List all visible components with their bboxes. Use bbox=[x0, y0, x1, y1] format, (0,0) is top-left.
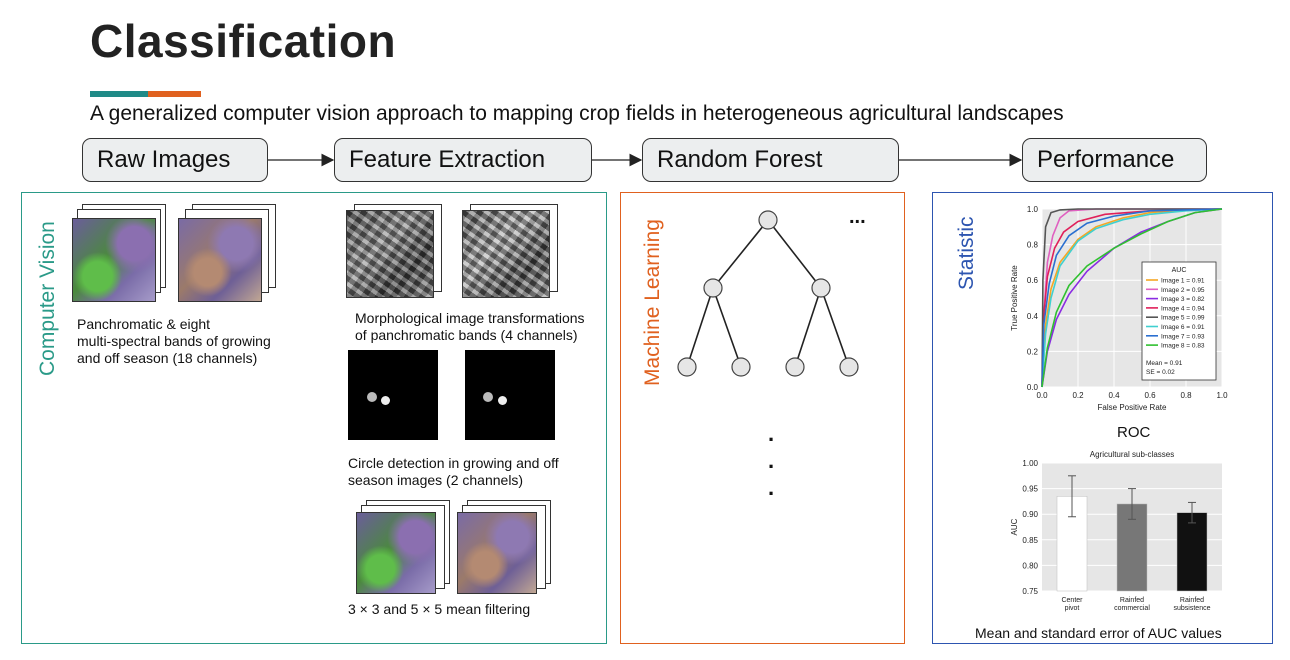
tree-node bbox=[759, 211, 777, 229]
bar-category-label: commercial bbox=[1114, 605, 1150, 612]
roc-annotation: SE = 0.02 bbox=[1146, 369, 1175, 376]
tree-edge bbox=[687, 288, 713, 367]
bar-category-label: subsistence bbox=[1173, 605, 1211, 612]
tree-node bbox=[678, 358, 696, 376]
circle-detection-growing bbox=[348, 350, 438, 440]
pipeline-arrows bbox=[0, 0, 1290, 200]
filter-caption: 3 × 3 and 5 × 5 mean filtering bbox=[348, 601, 531, 617]
satellite-image-off bbox=[178, 218, 262, 302]
bar-ylabel: AUC bbox=[1010, 518, 1019, 536]
statistic-label: Statistic bbox=[955, 216, 978, 290]
bar-category-label: Rainfed bbox=[1119, 597, 1145, 604]
roc-xtick: 0.6 bbox=[1144, 391, 1156, 400]
page-title: Classification bbox=[90, 15, 397, 67]
page-subtitle: A generalized computer vision approach to mapping crop fields in heterogeneous agricultural landscapes bbox=[90, 102, 1064, 125]
bar-category-label: Center bbox=[1061, 597, 1083, 604]
machine-learning-label: Machine Learning bbox=[641, 219, 664, 386]
bar-ytick: 0.75 bbox=[1022, 587, 1038, 596]
more-trees-ellipsis: ... bbox=[849, 206, 866, 228]
roc-legend-entry: Image 1 = 0.91 bbox=[1161, 277, 1205, 285]
roc-ytick: 1.0 bbox=[1026, 205, 1038, 214]
bar-category-label: Rainfed bbox=[1179, 597, 1205, 604]
stage-label: Performance bbox=[1037, 146, 1175, 173]
circle-caption: Circle detection in growing and off season images (2 channels) bbox=[348, 455, 559, 488]
random-forest-tree bbox=[620, 192, 905, 522]
tree-edge bbox=[768, 220, 821, 288]
bar-category-label: pivot bbox=[1064, 605, 1080, 612]
filter-image-growing bbox=[356, 512, 436, 594]
bar-ytick: 0.90 bbox=[1022, 510, 1038, 520]
auc-bar-chart bbox=[1005, 448, 1235, 618]
roc-ytick: 0.4 bbox=[1026, 311, 1038, 321]
bar-ytick: 1.00 bbox=[1022, 459, 1038, 468]
roc-legend-title: AUC bbox=[1171, 267, 1187, 274]
bar-chart-title: Agricultural sub-classes bbox=[1089, 450, 1175, 459]
roc-legend-entry: Image 8 = 0.83 bbox=[1161, 342, 1205, 350]
bar bbox=[1177, 513, 1207, 591]
roc-ytick: 0.8 bbox=[1026, 240, 1038, 250]
raw-images-caption: Panchromatic & eight multi-spectral bands of growing and off season (18 channels) bbox=[77, 316, 271, 366]
roc-xtick: 1.0 bbox=[1216, 391, 1228, 400]
circle-detection-off bbox=[465, 350, 555, 440]
tree-node bbox=[812, 279, 830, 297]
roc-legend-entry: Image 5 = 0.99 bbox=[1161, 314, 1205, 322]
tree-edge bbox=[713, 220, 768, 288]
stage-label: Random Forest bbox=[657, 146, 823, 173]
roc-xtick: 0.4 bbox=[1108, 391, 1120, 400]
roc-xtick: 0.2 bbox=[1072, 391, 1084, 400]
stage-label: Raw Images bbox=[97, 146, 231, 173]
roc-xlabel: False Positive Rate bbox=[1097, 403, 1167, 412]
bar-ytick: 0.95 bbox=[1022, 484, 1038, 494]
roc-legend-entry: Image 7 = 0.93 bbox=[1161, 333, 1205, 341]
tree-node bbox=[732, 358, 750, 376]
roc-legend-entry: Image 2 = 0.95 bbox=[1161, 286, 1205, 294]
tree-node bbox=[840, 358, 858, 376]
tree-edge bbox=[821, 288, 849, 367]
bar-ytick: 0.85 bbox=[1022, 535, 1038, 545]
roc-ylabel: True Positive Rate bbox=[1010, 265, 1019, 331]
tree-edge bbox=[795, 288, 821, 367]
bar-chart-caption: Mean and standard error of AUC values bbox=[975, 625, 1222, 641]
roc-legend-entry: Image 3 = 0.82 bbox=[1161, 296, 1205, 304]
bar-ytick: 0.80 bbox=[1022, 561, 1038, 571]
tree-node bbox=[704, 279, 722, 297]
roc-ytick: 0.2 bbox=[1026, 347, 1038, 357]
morph-caption: Morphological image transformations of panchromatic bands (4 channels) bbox=[355, 310, 585, 343]
roc-caption: ROC bbox=[1117, 424, 1151, 441]
roc-chart bbox=[1005, 200, 1235, 420]
roc-ytick: 0.0 bbox=[1026, 383, 1038, 392]
roc-legend-entry: Image 4 = 0.94 bbox=[1161, 305, 1205, 313]
vertical-dots: . . . bbox=[768, 421, 775, 500]
filter-image-off bbox=[457, 512, 537, 594]
morph-image-2 bbox=[462, 210, 550, 298]
satellite-image-growing bbox=[72, 218, 156, 302]
roc-ytick: 0.6 bbox=[1026, 276, 1038, 286]
computer-vision-label: Computer Vision bbox=[36, 221, 59, 376]
morph-image-1 bbox=[346, 210, 434, 298]
roc-xtick: 0.0 bbox=[1036, 391, 1048, 400]
roc-legend-entry: Image 6 = 0.91 bbox=[1161, 324, 1205, 331]
roc-xtick: 0.8 bbox=[1180, 391, 1192, 400]
tree-node bbox=[786, 358, 804, 376]
stage-label: Feature Extraction bbox=[349, 146, 546, 173]
roc-annotation: Mean = 0.91 bbox=[1146, 360, 1183, 367]
tree-edge bbox=[713, 288, 741, 367]
